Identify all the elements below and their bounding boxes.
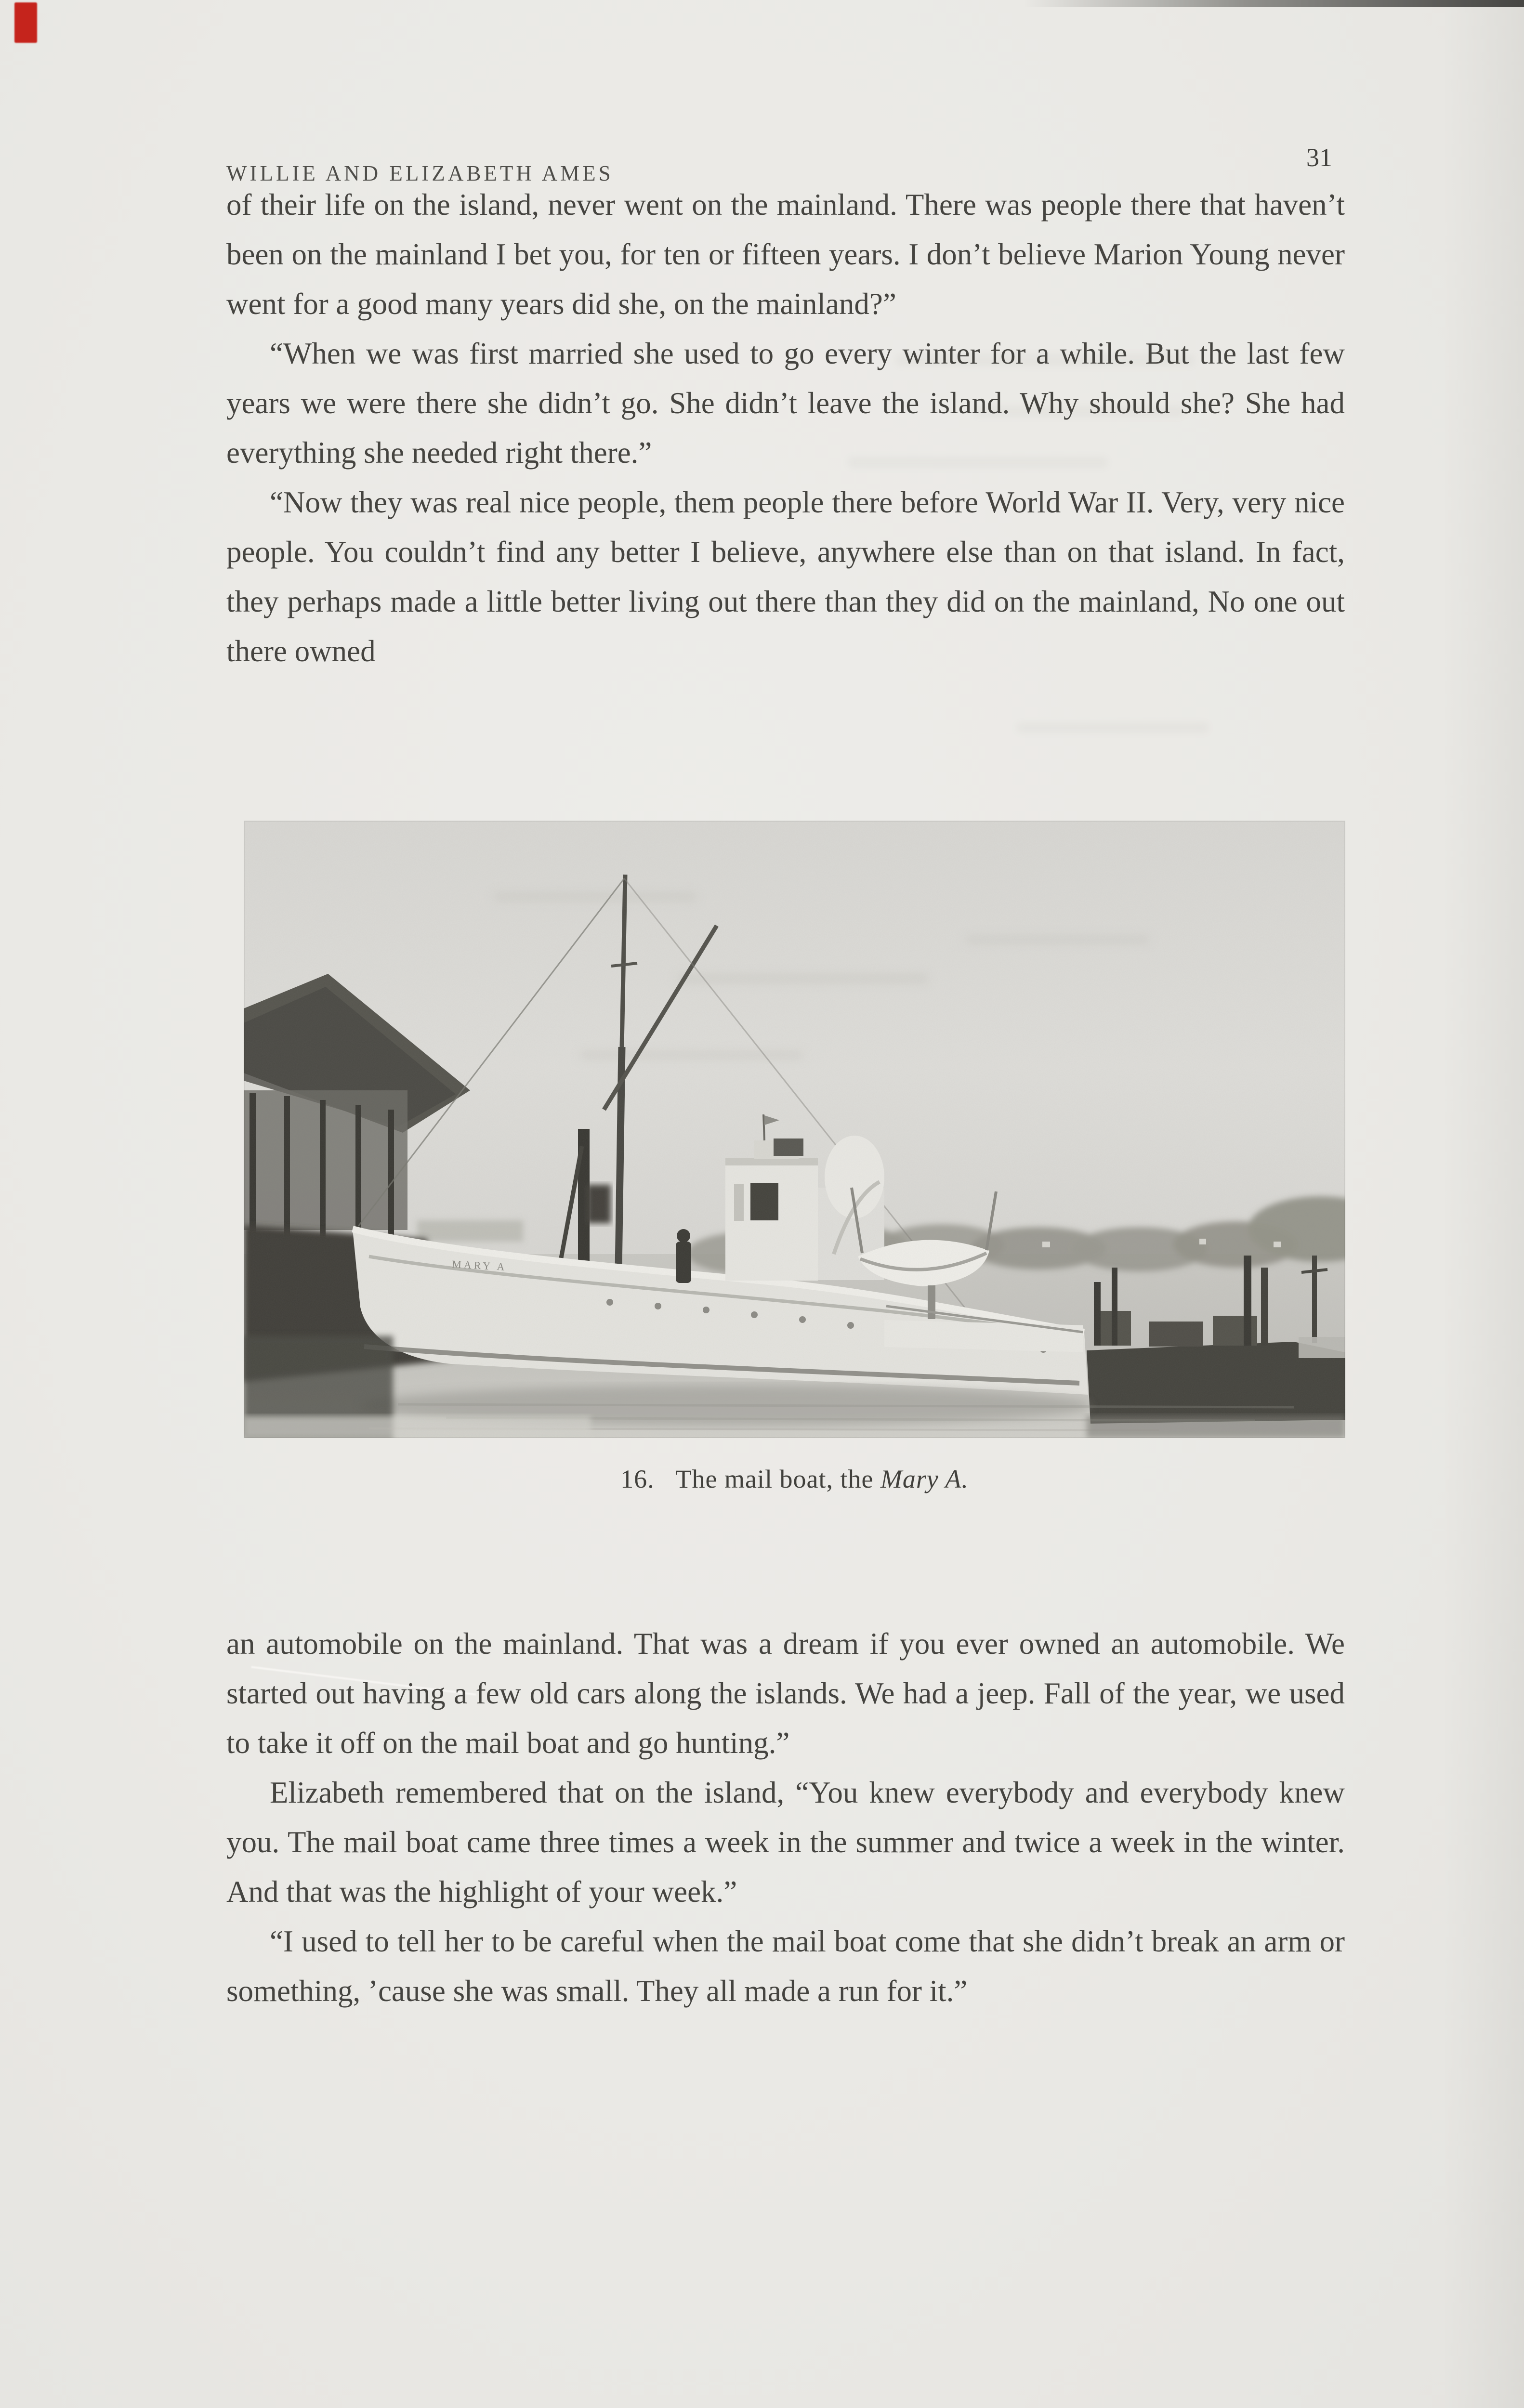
- caption-text: The mail boat, the: [675, 1465, 874, 1493]
- body-text-upper: [226, 180, 1345, 676]
- page-number: 31: [1306, 143, 1332, 172]
- body-text-lower: [226, 1619, 1345, 2016]
- paragraph: Elizabeth remembered that on the island, “You knew everybody and everybody knew you. The mail boat came three times a week in the summer and twice a week in the winter. And that was the highlight of your week.”: [226, 1776, 1345, 1909]
- paragraph: “When we was first married she used to go every winter for a while. But the last few years we were there she didn’t go. She didn’t leave the island. Why should she? She had everything she needed right there.”: [226, 337, 1345, 470]
- paragraph: an automobile on the mainland. That was a dream if you ever owned an automobile. We started out having a few old cars along the islands. We had a jeep. Fall of the year, we used to take it off on the mail boat and go hunting.”: [226, 1627, 1345, 1760]
- photo-grain: [244, 821, 1345, 1438]
- caption-boat-name: Mary A.: [880, 1465, 969, 1493]
- page-edge-shading: [1442, 0, 1524, 2408]
- photo-mail-boat: [244, 821, 1345, 1438]
- figure-caption: [244, 1464, 1345, 1494]
- chapter-title: WILLIE AND ELIZABETH AMES: [226, 161, 614, 185]
- paragraph: “Now they was real nice people, them people there before World War II. Very, very nice people. You couldn’t find any better I believe, anywhere else than on that island. In fact, they perhaps made a little better living out there than they did on the mainland, No one out there owned: [226, 485, 1345, 668]
- paragraph: of their life on the island, never went on the mainland. There was people there that haven’t been on the mainland I bet you, for ten or fifteen years. I don’t believe Marion Young never went for a good many years did she, on the mainland?”: [226, 188, 1345, 321]
- ink-bleed-ghost: [1016, 722, 1209, 733]
- scanner-red-calibration-mark: [14, 2, 37, 43]
- paragraph: “I used to tell her to be careful when the mail boat come that she didn’t break an arm or something, ’cause she was small. They all made a run for it.”: [226, 1924, 1345, 2008]
- figure-number: 16.: [620, 1465, 655, 1493]
